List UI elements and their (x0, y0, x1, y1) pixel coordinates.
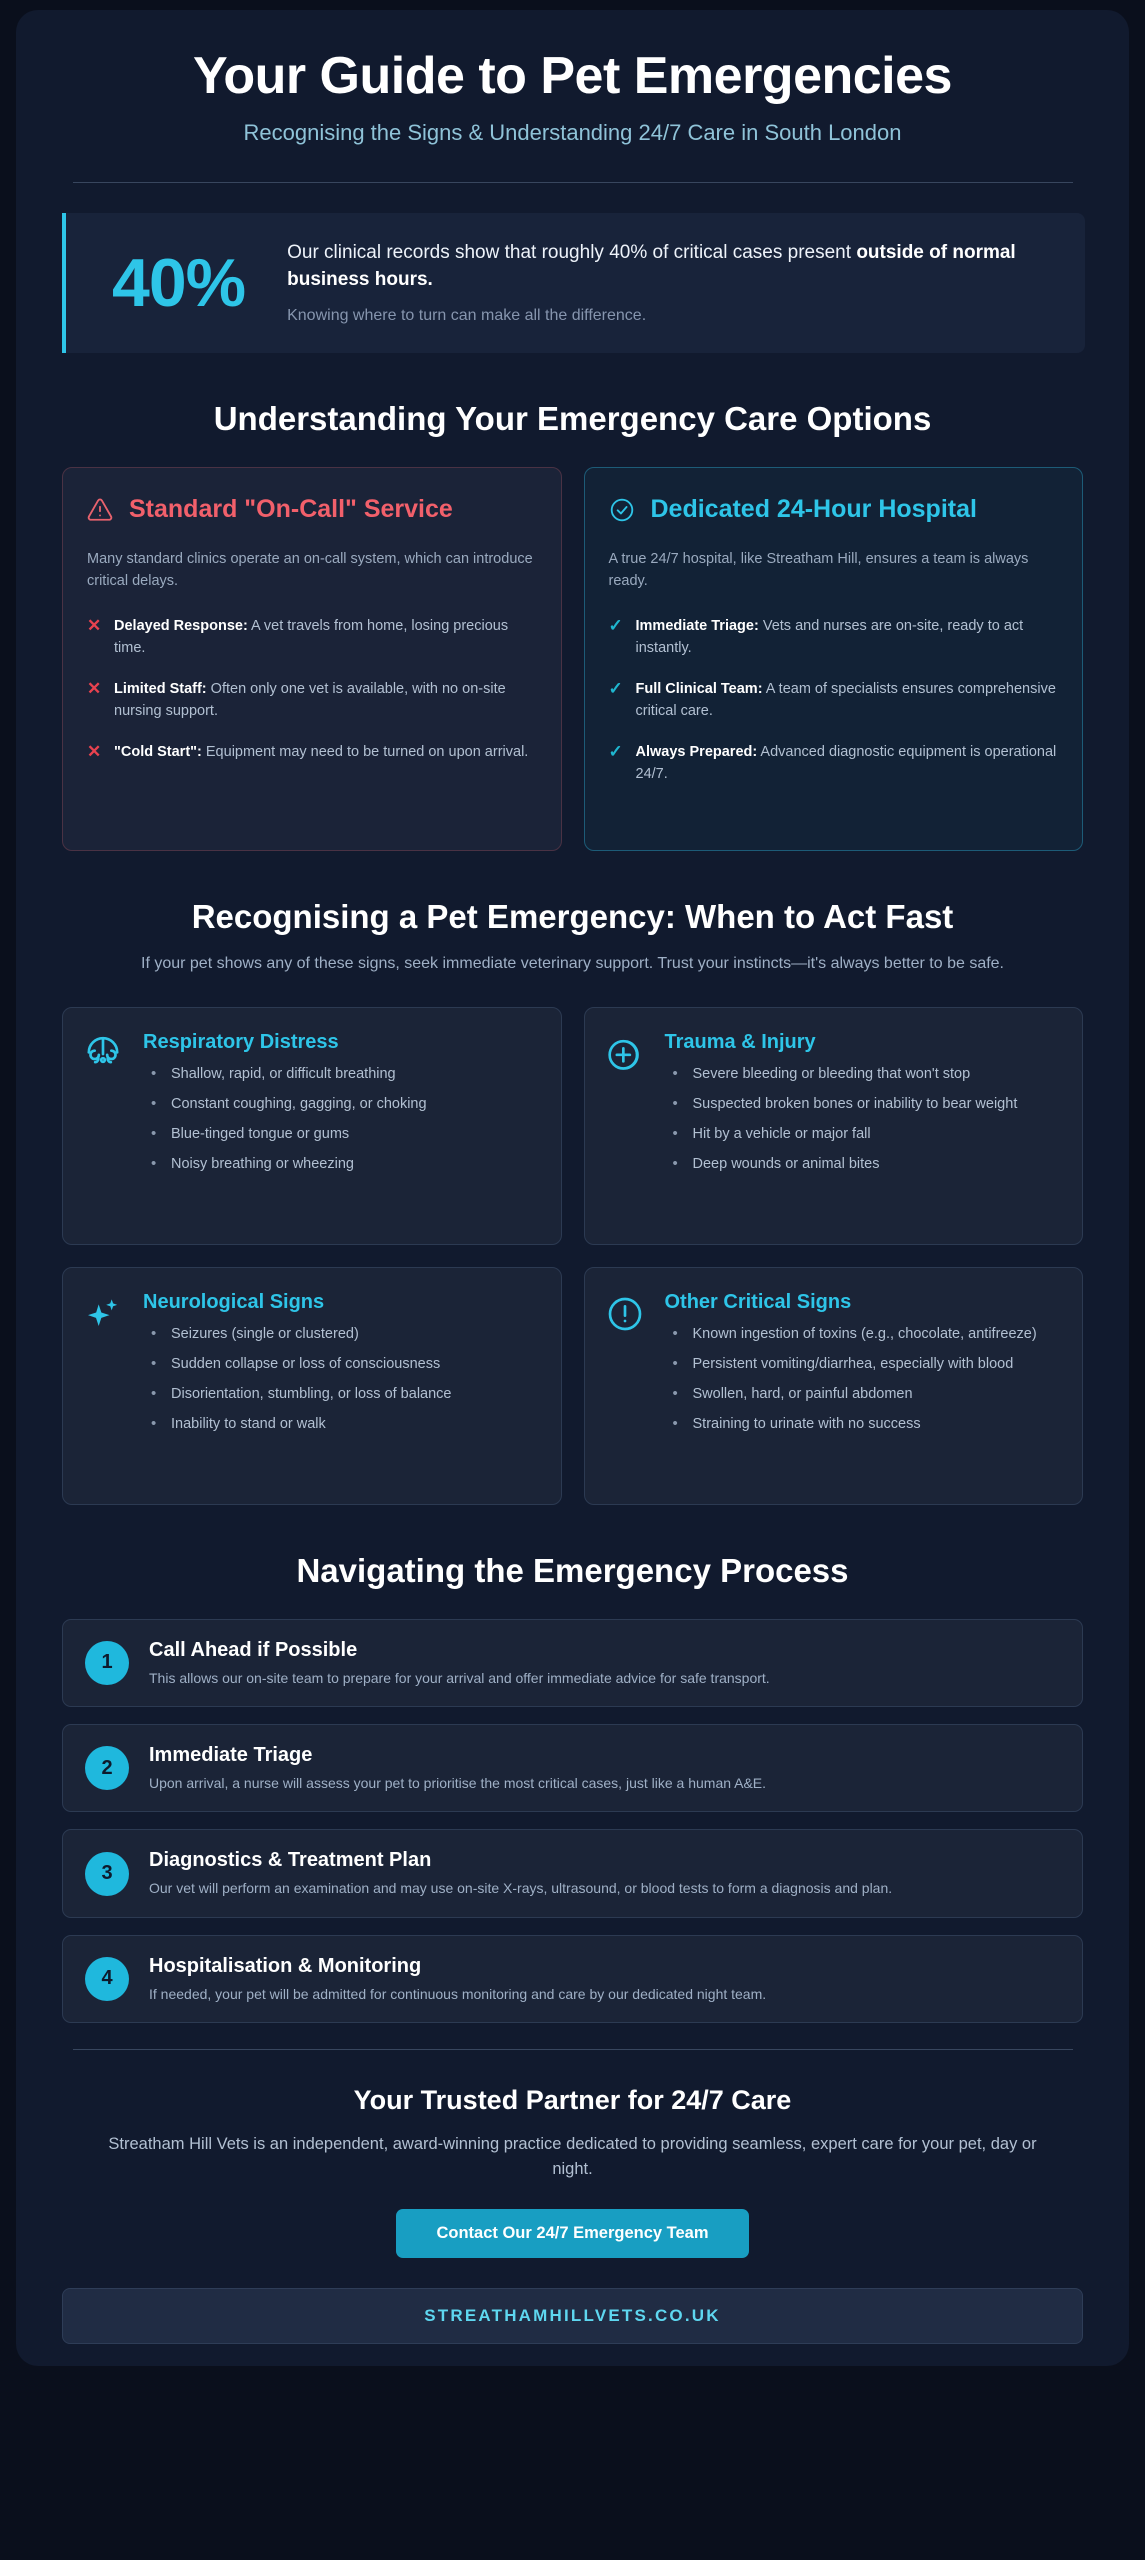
step-text (149, 1954, 1060, 2004)
list-item: • Disorientation, stumbling, or loss of balance (143, 1384, 541, 1406)
process-steps (16, 1591, 1129, 2023)
list-item: • Suspected broken bones or inability to bear weight (665, 1094, 1063, 1116)
list-item-body: A team of specialists ensures comprehensive critical care. (635, 680, 1056, 719)
step-number-badge: 1 (85, 1641, 129, 1685)
list-item: • Known ingestion of toxins (e.g., chocolate, antifreeze) (665, 1324, 1063, 1346)
list-item: • Hit by a vehicle or major fall (665, 1124, 1063, 1146)
list-item-text (114, 741, 528, 763)
step-text (149, 1743, 1060, 1793)
option-card-header (609, 494, 1059, 528)
symptom-card-trauma (584, 1007, 1084, 1245)
cross-icon: ✕ (87, 741, 102, 761)
symptom-list (143, 1324, 541, 1435)
list-item-label: Immediate Triage: (635, 617, 759, 634)
symptom-list (665, 1324, 1063, 1435)
list-item-body: A vet travels from home, losing precious time. (114, 617, 509, 656)
list-item: • Persistent vomiting/diarrhea, especially with blood (665, 1354, 1063, 1376)
symptom-card-neurological (62, 1267, 562, 1505)
list-item: • Shallow, rapid, or difficult breathing (143, 1064, 541, 1086)
step-description: Upon arrival, a nurse will assess your pet to prioritise the most critical cases, just like a human A&E. (149, 1775, 767, 1792)
page-title: Your Guide to Pet Emergencies (193, 47, 952, 105)
option-card-intro: A true 24/7 hospital, like Streatham Hill, ensures a team is always ready. (608, 550, 1029, 590)
symptom-card-title: Trauma & Injury (664, 1031, 816, 1054)
step-description: Our vet will perform an examination and may use on-site X-rays, ultrasound, or blood tests to form a diagnosis and plan. (149, 1880, 893, 1897)
check-icon: ✓ (608, 615, 623, 635)
check-icon: ✓ (608, 678, 623, 698)
symptom-card-title: Other Critical Signs (664, 1291, 852, 1314)
stat-callout (62, 213, 1085, 353)
cross-icon: ✕ (87, 678, 102, 698)
step-title: Hospitalisation & Monitoring (149, 1954, 422, 1977)
stat-body (287, 239, 1055, 327)
signs-section-title: Recognising a Pet Emergency: When to Act Fast (191, 897, 954, 935)
medical-cross-circle-icon (605, 1030, 649, 1222)
option-card-header (87, 494, 537, 528)
signs-section-subtitle: If your pet shows any of these signs, seek immediate veterinary support. Trust your instincts—it's always better to be safe. (141, 955, 1004, 973)
list-item-body: Often only one vet is available, with no on-site nursing support. (114, 680, 506, 719)
step-description: If needed, your pet will be admitted for continuous monitoring and care by our dedicated night team. (149, 1985, 767, 2002)
symptom-list (665, 1064, 1063, 1175)
stat-value: 40% (112, 245, 246, 322)
list-item (609, 741, 1059, 785)
website-url-bar[interactable]: STREATHAMHILLVETS.CO.UK (62, 2288, 1083, 2344)
page-subtitle: Recognising the Signs & Understanding 24/7 Care in South London (243, 120, 902, 146)
symptom-card-body (665, 1030, 1063, 1222)
check-circle-icon (609, 497, 635, 528)
stat-sub: Knowing where to turn can make all the difference. (287, 306, 647, 324)
list-item-label: "Cold Start": (114, 743, 202, 760)
step-text (149, 1848, 1060, 1898)
option-card-on-call (62, 467, 562, 851)
options-section-title: Understanding Your Emergency Care Options (213, 400, 932, 438)
process-step (62, 1935, 1083, 2023)
stat-lead-prefix: Our clinical records show that roughly 40% of critical cases present (287, 241, 857, 263)
symptom-card-body (143, 1290, 541, 1482)
list-item (87, 615, 537, 659)
list-item: • Constant coughing, gagging, or choking (143, 1094, 541, 1116)
step-number-badge: 3 (85, 1852, 129, 1896)
list-item: • Noisy breathing or wheezing (143, 1154, 541, 1176)
option-card-list (87, 615, 537, 763)
list-item: • Seizures (single or clustered) (143, 1324, 541, 1346)
list-item: • Inability to stand or walk (143, 1414, 541, 1436)
list-item-body: Equipment may need to be turned on upon arrival. (201, 743, 529, 760)
step-title: Immediate Triage (149, 1744, 313, 1767)
footer (16, 2050, 1129, 2258)
process-step (62, 1724, 1083, 1812)
list-item (609, 615, 1059, 659)
list-item-text (114, 615, 537, 659)
footer-title: Your Trusted Partner for 24/7 Care (353, 2085, 792, 2116)
list-item: • Deep wounds or animal bites (665, 1154, 1063, 1176)
symptom-card-other (584, 1267, 1084, 1505)
option-card-list (609, 615, 1059, 785)
list-item-label: Delayed Response: (114, 617, 248, 634)
list-item: • Straining to urinate with no success (665, 1414, 1063, 1436)
stat-lead-bold: outside of normal business hours. (287, 241, 1016, 291)
lungs-icon (83, 1030, 127, 1222)
option-card-intro: Many standard clinics operate an on-call system, which can introduce critical delays. (87, 550, 533, 590)
header (16, 10, 1129, 183)
symptom-card-title: Neurological Signs (143, 1291, 325, 1314)
list-item: • Swollen, hard, or painful abdomen (665, 1384, 1063, 1406)
list-item-label: Always Prepared: (635, 743, 758, 760)
warning-triangle-icon (87, 497, 113, 528)
symptom-card-body (665, 1290, 1063, 1482)
check-icon: ✓ (608, 741, 623, 761)
list-item (87, 678, 537, 722)
list-item-body: Advanced diagnostic equipment is operational 24/7. (635, 743, 1057, 782)
footer-text: Streatham Hill Vets is an independent, award-winning practice dedicated to providing seamless, expert care for your pet, day or night. (108, 2134, 1037, 2178)
step-number-badge: 2 (85, 1746, 129, 1790)
option-card-hospital (584, 467, 1084, 851)
option-card-title: Standard "On-Call" Service (129, 494, 453, 523)
list-item-text (636, 678, 1059, 722)
process-step (62, 1829, 1083, 1917)
symptom-card-body (143, 1030, 541, 1222)
list-item-text (636, 741, 1059, 785)
list-item: • Blue-tinged tongue or gums (143, 1124, 541, 1146)
step-description: This allows our on-site team to prepare for your arrival and offer immediate advice for safe transport. (149, 1669, 770, 1686)
comparison-cards (16, 439, 1129, 851)
stat-callout-wrapper (16, 183, 1129, 353)
list-item: • Severe bleeding or bleeding that won't stop (665, 1064, 1063, 1086)
list-item-body: Vets and nurses are on-site, ready to act instantly. (635, 617, 1024, 656)
option-card-title: Dedicated 24-Hour Hospital (650, 494, 977, 523)
symptom-list (143, 1064, 541, 1175)
step-text (149, 1638, 1060, 1688)
symptom-card-respiratory (62, 1007, 562, 1245)
cross-icon: ✕ (87, 615, 102, 635)
list-item-text (114, 678, 537, 722)
list-item-text (636, 615, 1059, 659)
list-item: • Sudden collapse or loss of consciousness (143, 1354, 541, 1376)
list-item (87, 741, 537, 763)
list-item (609, 678, 1059, 722)
infographic-page (16, 10, 1129, 2366)
symptom-card-title: Respiratory Distress (143, 1031, 339, 1054)
contact-emergency-team-button[interactable]: Contact Our 24/7 Emergency Team (396, 2209, 748, 2258)
alert-circle-icon (605, 1290, 649, 1482)
process-step (62, 1619, 1083, 1707)
stat-lead (287, 239, 1055, 294)
symptom-cards-grid (16, 977, 1129, 1505)
sparkles-icon (83, 1290, 127, 1482)
list-item-label: Limited Staff: (114, 680, 207, 697)
process-section-title: Navigating the Emergency Process (296, 1552, 849, 1590)
step-title: Diagnostics & Treatment Plan (149, 1849, 432, 1872)
step-title: Call Ahead if Possible (149, 1638, 358, 1661)
step-number-badge: 4 (85, 1957, 129, 2001)
list-item-label: Full Clinical Team: (635, 680, 763, 697)
